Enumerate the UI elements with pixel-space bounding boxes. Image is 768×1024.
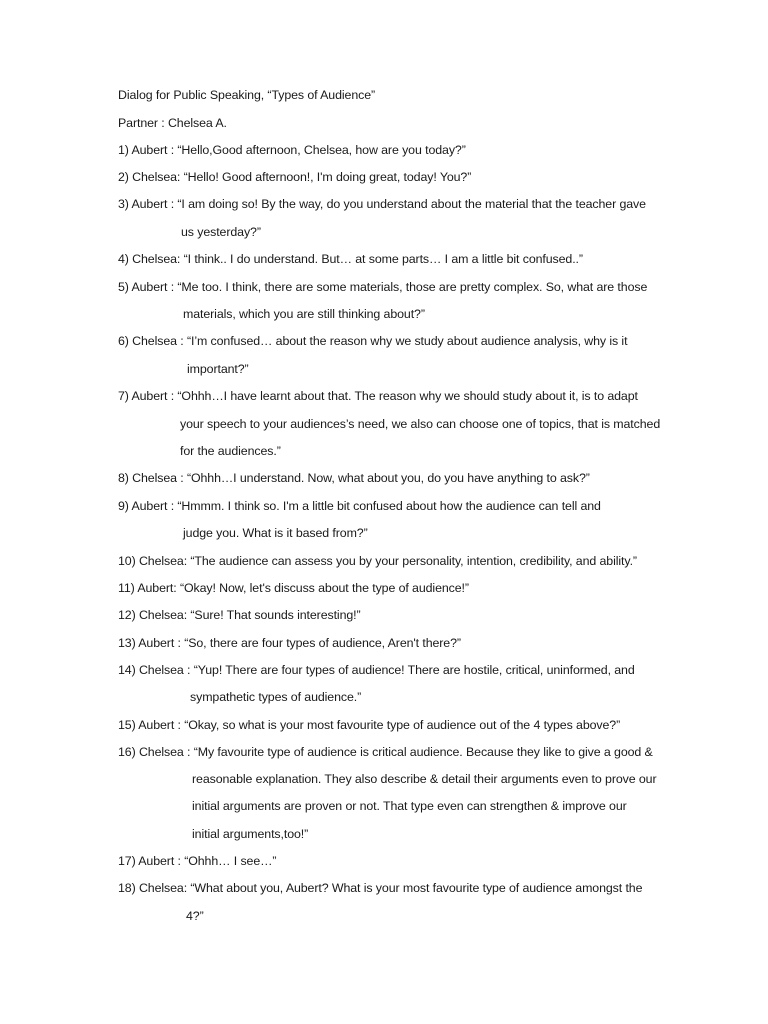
dialog-line-continuation: materials, which you are still thinking about?” [183,307,425,321]
dialog-line: 7) Aubert : “Ohhh…I have learnt about that. The reason why we should study about it, is to adapt [118,389,638,403]
dialog-line: 13) Aubert : “So, there are four types of audience, Aren't there?” [118,636,461,650]
dialog-line-continuation: us yesterday?” [181,225,261,239]
dialog-line-continuation: for the audiences.” [180,444,281,458]
dialog-line-continuation: judge you. What is it based from?” [183,526,368,540]
dialog-line-continuation: sympathetic types of audience.” [190,690,362,704]
dialog-line-continuation: reasonable explanation. They also describe & detail their arguments even to prove our [192,772,657,786]
dialog-line: 17) Aubert : “Ohhh… I see…” [118,854,277,868]
partner-line: Partner : Chelsea A. [118,116,227,130]
dialog-line: 2) Chelsea: “Hello! Good afternoon!, I'm doing great, today! You?” [118,170,472,184]
dialog-line: 9) Aubert : “Hmmm. I think so. I'm a little bit confused about how the audience can tell and [118,499,601,513]
dialog-line-continuation: important?” [187,362,249,376]
dialog-line: 3) Aubert : “I am doing so! By the way, do you understand about the material that the teacher gave [118,197,646,211]
dialog-line: 12) Chelsea: “Sure! That sounds interesting!” [118,608,361,622]
dialog-line: 16) Chelsea : “My favourite type of audience is critical audience. Because they like to give a good & [118,745,653,759]
dialog-line: 10) Chelsea: “The audience can assess you by your personality, intention, credibility, and ability.” [118,554,637,568]
dialog-line: 5) Aubert : “Me too. I think, there are some materials, those are pretty complex. So, what are those [118,280,648,294]
dialog-line: 8) Chelsea : “Ohhh…I understand. Now, what about you, do you have anything to ask?” [118,471,590,485]
document-title: Dialog for Public Speaking, “Types of Audience” [118,88,376,102]
dialog-line-continuation: initial arguments,too!” [192,827,309,841]
dialog-line: 6) Chelsea : “I’m confused… about the reason why we study about audience analysis, why is it [118,334,628,348]
dialog-line: 11) Aubert: “Okay! Now, let's discuss about the type of audience!” [118,581,469,595]
dialog-line: 4) Chelsea: “I think.. I do understand. But… at some parts… I am a little bit confused..” [118,252,583,266]
dialog-line-continuation: initial arguments are proven or not. That type even can strengthen & improve our [192,799,627,813]
dialog-line: 14) Chelsea : “Yup! There are four types of audience! There are hostile, critical, uninformed, and [118,663,635,677]
dialog-line: 1) Aubert : “Hello,Good afternoon, Chelsea, how are you today?” [118,143,466,157]
dialog-line: 15) Aubert : “Okay, so what is your most favourite type of audience out of the 4 types above?” [118,718,621,732]
dialog-line-continuation: 4?” [186,909,204,923]
dialog-line: 18) Chelsea: “What about you, Aubert? What is your most favourite type of audience amongst the [118,881,643,895]
dialog-line-continuation: your speech to your audiences’s need, we also can choose one of topics, that is matched [180,417,661,431]
